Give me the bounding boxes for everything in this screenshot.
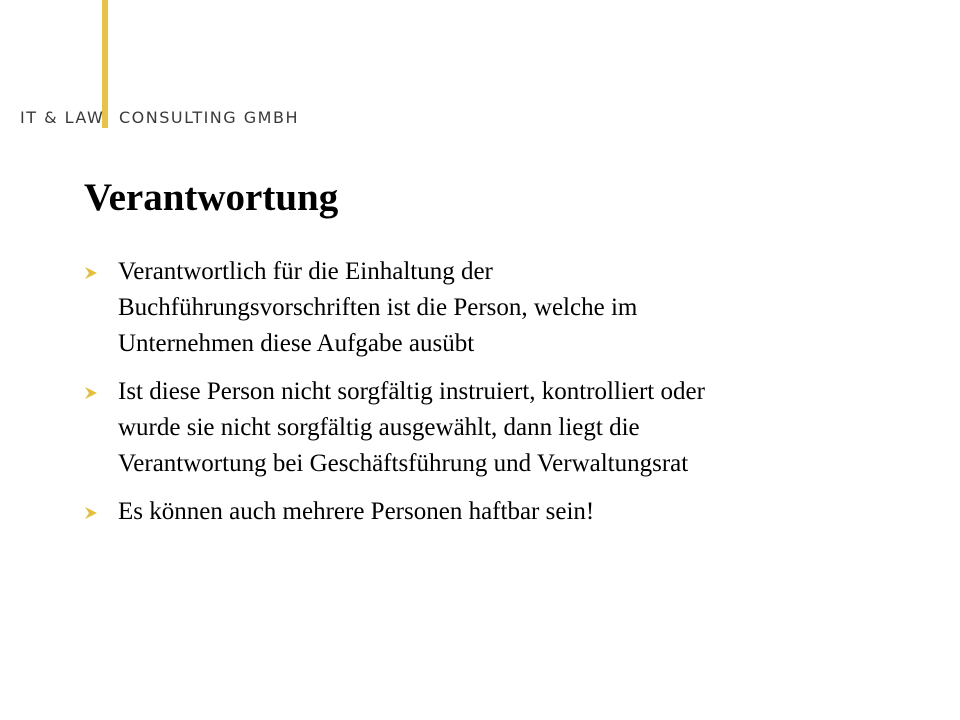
arrow-bullet-icon [84, 266, 98, 280]
bullet-line: Buchführungsvorschriften ist die Person, welche im [118, 294, 638, 321]
company-logo-left: IT & LAW [20, 108, 105, 127]
bullet-list [84, 254, 884, 542]
bullet-line: Verantwortlich für die Einhaltung der [118, 258, 493, 285]
bullet-line: Es können auch mehrere Personen haftbar sein! [118, 498, 595, 525]
arrow-bullet-icon [84, 386, 98, 400]
bullet-item [84, 494, 884, 530]
company-logo-right: CONSULTING GMBH [119, 108, 299, 127]
bullet-line: Verantwortung bei Geschäftsführung und Verwaltungsrat [118, 450, 689, 477]
arrow-bullet-icon [84, 506, 98, 520]
bullet-line: wurde sie nicht sorgfältig ausgewählt, dann liegt die [118, 414, 640, 441]
bullet-line: Unternehmen diese Aufgabe ausübt [118, 330, 475, 357]
bullet-line: Ist diese Person nicht sorgfältig instruiert, kontrolliert oder [118, 378, 705, 405]
bullet-item [84, 374, 884, 482]
bullet-item [84, 254, 884, 362]
slide-title: Verantwortung [84, 176, 339, 219]
